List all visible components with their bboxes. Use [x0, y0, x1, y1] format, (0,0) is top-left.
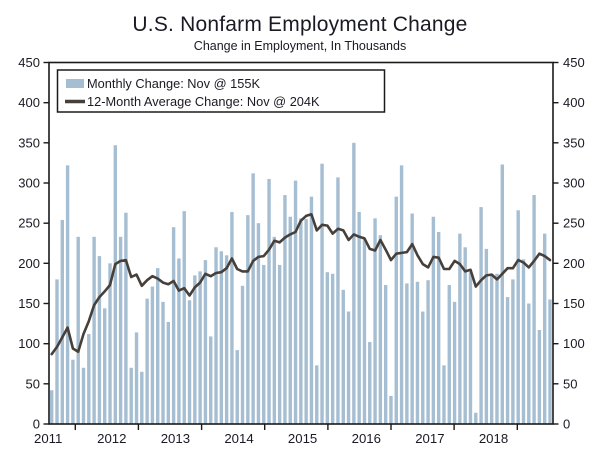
bar [448, 285, 451, 424]
bar [273, 237, 276, 424]
bar [442, 365, 445, 424]
chart-subtitle: Change in Employment, In Thousands [193, 39, 407, 53]
bar [262, 265, 265, 424]
bar [267, 179, 270, 424]
bar [151, 287, 154, 424]
y-axis-label-right: 200 [563, 255, 585, 271]
bar [469, 272, 472, 424]
bar [156, 268, 159, 424]
bar [294, 181, 297, 424]
bar [61, 220, 64, 424]
bar [336, 177, 339, 424]
bar [198, 271, 201, 424]
x-axis-year-label: 2015 [287, 431, 318, 446]
bar [167, 322, 170, 424]
bar [220, 251, 223, 424]
bar [161, 302, 164, 424]
bar [506, 297, 509, 424]
y-axis-label-right: 350 [563, 135, 585, 151]
bar [193, 275, 196, 424]
bar [92, 237, 95, 424]
bar [103, 308, 106, 424]
bar [543, 234, 546, 424]
bar [416, 282, 419, 424]
bar [368, 342, 371, 424]
bar [352, 143, 355, 424]
bar [453, 302, 456, 424]
y-axis-label-left: 400 [18, 95, 40, 111]
bar [241, 286, 244, 424]
x-axis-year-label: 2013 [160, 431, 191, 446]
x-axis-year-label: 2011 [34, 431, 63, 446]
y-axis-label-left: 150 [18, 296, 40, 311]
bar [230, 212, 233, 424]
bar [511, 279, 514, 424]
bar [532, 195, 535, 424]
bar [82, 368, 85, 424]
bar [516, 210, 519, 424]
y-axis-label-right: 50 [563, 376, 578, 392]
bar [246, 215, 249, 424]
bar [119, 237, 122, 424]
y-axis-label-left: 250 [18, 215, 40, 231]
y-axis-label-left: 100 [18, 336, 40, 352]
y-axis-label-right: 400 [563, 95, 585, 111]
bar [315, 365, 318, 424]
bar [251, 173, 254, 424]
monthly-change-bars [50, 143, 552, 424]
bar [66, 165, 69, 424]
bar [326, 272, 329, 424]
bar [474, 413, 477, 424]
bar [548, 299, 551, 424]
bar [400, 165, 403, 424]
bar [209, 336, 212, 424]
bar [124, 213, 127, 424]
y-axis-label-left: 350 [18, 135, 40, 151]
bar [522, 259, 525, 424]
x-axis-year-label: 2017 [415, 431, 445, 446]
bar [140, 372, 143, 424]
bar [463, 247, 466, 424]
bar [538, 330, 541, 424]
bar [421, 312, 424, 424]
bar [395, 197, 398, 424]
y-axis-label-left: 0 [32, 416, 40, 432]
bar [50, 390, 53, 424]
chart-title: U.S. Nonfarm Employment Change [132, 13, 468, 36]
bar [432, 217, 435, 424]
y-axis-label-right: 150 [563, 296, 585, 311]
bar [331, 274, 334, 424]
bar [379, 235, 382, 424]
bar [71, 360, 74, 424]
bar [236, 350, 239, 424]
bar [426, 280, 429, 424]
bar [98, 256, 101, 424]
bar [357, 212, 360, 424]
bar [225, 255, 228, 424]
bar [384, 285, 387, 424]
bar [87, 334, 90, 424]
x-axis-year-label: 2018 [478, 431, 509, 446]
y-axis-label-left: 200 [18, 255, 40, 271]
bar [114, 145, 117, 424]
bar [310, 197, 313, 424]
legend-box [58, 70, 385, 112]
y-axis-label-right: 100 [563, 336, 585, 352]
bar [183, 211, 186, 424]
bar [283, 195, 286, 424]
bar [278, 265, 281, 424]
y-axis-label-left: 450 [18, 55, 40, 70]
bar [495, 274, 498, 424]
y-axis-label-right: 0 [563, 416, 571, 432]
bar [77, 237, 80, 424]
bar [347, 312, 350, 424]
bar [490, 275, 493, 424]
bar [320, 164, 323, 424]
bar [405, 283, 408, 424]
bar [289, 217, 292, 424]
bar [55, 279, 58, 424]
y-axis-label-right: 450 [563, 55, 585, 70]
bar [188, 300, 191, 424]
bar [389, 396, 392, 424]
x-axis-year-label: 2012 [97, 431, 127, 446]
bar [177, 259, 180, 424]
y-axis-label-right: 300 [563, 175, 585, 191]
bar [130, 368, 133, 424]
bar [135, 332, 138, 424]
y-axis-label-right: 250 [563, 215, 585, 231]
y-axis-label-left: 300 [18, 175, 40, 191]
x-axis-year-label: 2016 [351, 431, 381, 446]
bar [257, 223, 260, 424]
legend-label-monthly: Monthly Change: Nov @ 155K [87, 76, 261, 91]
bar [527, 304, 530, 425]
bar [145, 299, 148, 424]
legend-label-average: 12-Month Average Change: Nov @ 204K [87, 94, 320, 109]
y-axis-label-left: 50 [25, 376, 40, 392]
bar [299, 218, 302, 424]
bar [501, 165, 504, 424]
bar [342, 290, 345, 424]
bar [479, 207, 482, 424]
bar [363, 238, 366, 424]
bar [204, 260, 207, 424]
bar [304, 219, 307, 424]
x-axis-year-label: 2014 [224, 431, 254, 446]
bar [172, 227, 175, 424]
monthly-change-swatch-icon [66, 79, 84, 88]
